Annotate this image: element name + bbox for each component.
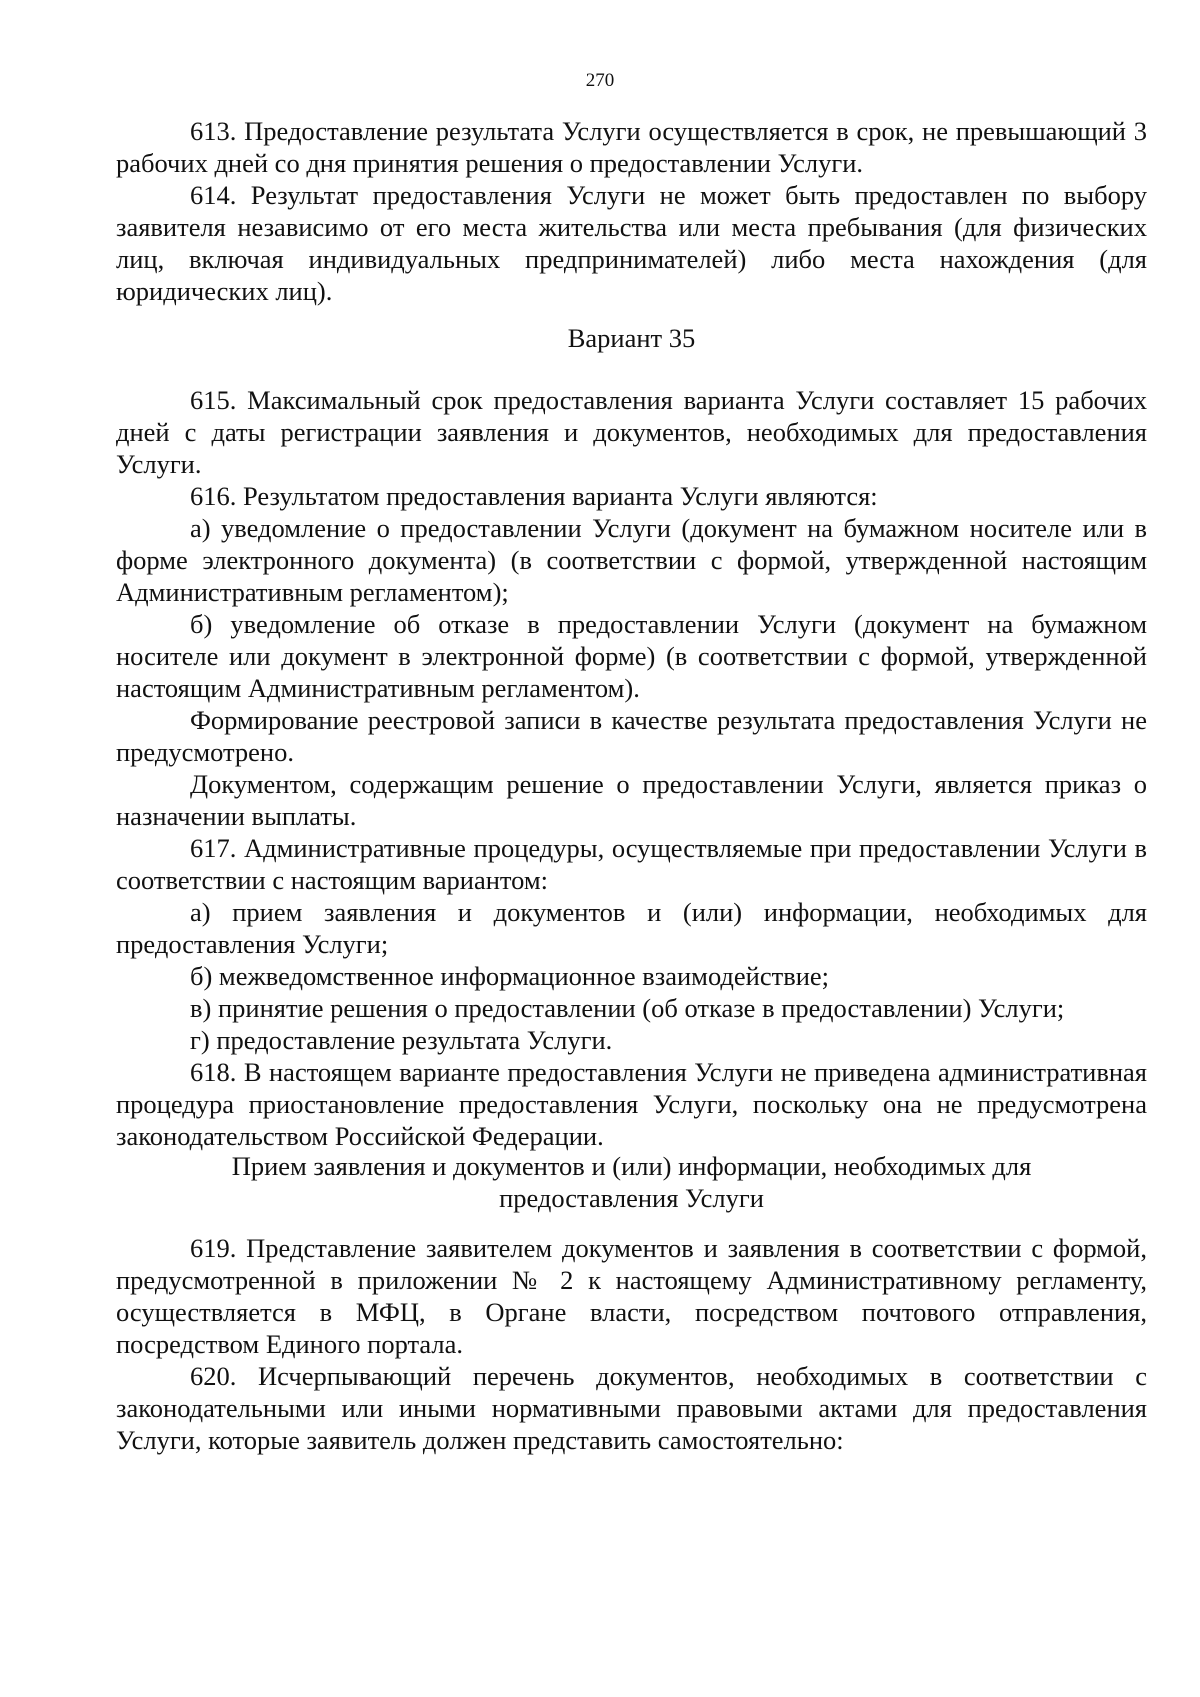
paragraph-617-a: а) прием заявления и документов и (или) информации, необходимых для предоставления Услуги; [116,897,1147,959]
paragraph-617-v: в) принятие решения о предоставлении (об отказе в предоставлении) Услуги; [190,993,1065,1023]
section-heading-block [116,1150,1147,1214]
variant-heading-block [116,322,1147,354]
section-heading-line-1: Прием заявления и документов и (или) информации, необходимых для [231,1151,1032,1181]
page-number: 270 [585,70,615,91]
paragraph-617-g: г) предоставление результата Услуги. [190,1025,613,1055]
paragraph-614: 614. Результат предоставления Услуги не может быть предоставлен по выбору заявителя независимо от его места жительства или места пребывания (для физических лиц, включая индивидуальных предпринимателей) либо места нахождения (для юридических лиц). [116,180,1147,306]
paragraph-613: 613. Предоставление результата Услуги осуществляется в срок, не превышающий 3 рабочих дней со дня принятия решения о предоставлении Услуги. [116,116,1147,178]
paragraph-619: 619. Представление заявителем документов и заявления в соответствии с формой, предусмотренной в приложении № 2 к настоящему Административному регламенту, осуществляется в МФЦ, в Органе власти, посредством почтового отправления, посредством Единого портала. [116,1233,1147,1359]
variant-heading: Вариант 35 [567,323,696,353]
paragraph-decision-document: Документом, содержащим решение о предоставлении Услуги, является приказ о назначении выплаты. [116,769,1147,831]
paragraph-616-a: а) уведомление о предоставлении Услуги (документ на бумажном носителе или в форме электронного документа) (в соответствии с формой, утвержденной настоящим Административным регламентом); [116,513,1147,607]
section-619-620 [116,1232,1147,1456]
paragraph-617: 617. Административные процедуры, осуществляемые при предоставлении Услуги в соответствии с настоящим вариантом: [116,833,1147,895]
paragraph-615: 615. Максимальный срок предоставления варианта Услуги составляет 15 рабочих дней с даты регистрации заявления и документов, необходимых для предоставления Услуги. [116,385,1147,479]
paragraph-616: 616. Результатом предоставления варианта Услуги являются: [190,481,878,511]
paragraph-617-b: б) межведомственное информационное взаимодействие; [190,961,830,991]
section-615-618 [116,384,1147,1152]
paragraph-616-b: б) уведомление об отказе в предоставлении Услуги (документ на бумажном носителе или документ в электронной форме) (в соответствии с формой, утвержденной настоящим Административным регламентом). [116,609,1147,703]
section-613-614 [116,115,1147,307]
paragraph-620: 620. Исчерпывающий перечень документов, необходимых в соответствии с законодательными или иными нормативными правовыми актами для предоставления Услуги, которые заявитель должен представить самостоятельно: [116,1361,1147,1455]
paragraph-618: 618. В настоящем варианте предоставления Услуги не приведена административная процедура приостановление предоставления Услуги, поскольку она не предусмотрена законодательством Российской Федерации. [116,1057,1147,1151]
paragraph-registry-record: Формирование реестровой записи в качестве результата предоставления Услуги не предусмотрено. [116,705,1147,767]
section-heading-line-2: предоставления Услуги [499,1183,764,1213]
